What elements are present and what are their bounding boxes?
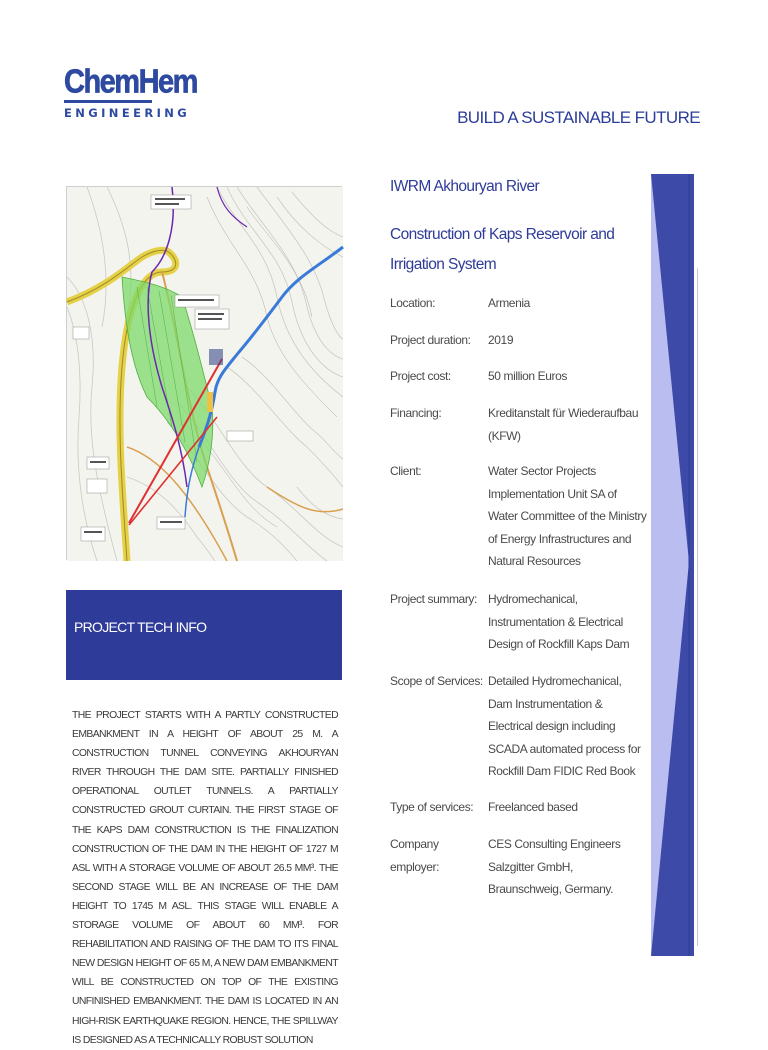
sidebar-graphic	[651, 174, 694, 956]
detail-value: Hydromechanical, Instrumentation & Electrical Design of Rockfill Kaps Dam	[488, 592, 630, 651]
sidebar-divider	[697, 268, 698, 946]
detail-value: Armenia	[488, 296, 530, 310]
decorative-sidebar	[651, 174, 694, 956]
detail-label: Project duration:	[390, 333, 471, 347]
detail-value: CES Consulting Engineers Salzgitter GmbH, Braunschweig, Germany.	[488, 837, 621, 896]
site-map-image	[66, 186, 342, 560]
logo-subtitle: ENGINEERING	[64, 106, 191, 120]
site-map-drawing	[67, 187, 343, 561]
tech-info-heading: PROJECT TECH INFO	[74, 619, 207, 635]
detail-label: Project summary:	[390, 592, 477, 606]
tech-info-heading-box	[66, 590, 342, 680]
company-logo	[64, 63, 197, 120]
project-subtitle: Construction of Kaps Reservoir and Irrigation System	[390, 226, 615, 273]
detail-value: Detailed Hydromechanical, Dam Instrumentation & Electrical design including SCADA automated process for Rockfill Dam FIDIC Red Book	[488, 674, 641, 778]
detail-value: Water Sector Projects Implementation Unit SA of Water Committee of the Ministry of Energy Infrastructures and Natural Resources	[488, 464, 647, 568]
project-title: IWRM Akhouryan River	[390, 178, 540, 195]
detail-label: Financing:	[390, 406, 442, 420]
detail-label: Client:	[390, 464, 422, 478]
logo-wordmark: ChemHem	[64, 63, 197, 101]
detail-value: Kreditanstalt für Wiederaufbau (KFW)	[488, 406, 639, 443]
detail-label: Project cost:	[390, 369, 451, 383]
detail-value: 2019	[488, 333, 514, 347]
detail-label: Company employer:	[390, 837, 440, 874]
detail-value: 50 million Euros	[488, 369, 567, 383]
tech-info-text: THE PROJECT STARTS WITH A PARTLY CONSTRUCTED EMBANKMENT IN A HEIGHT OF ABOUT 25 M. A CONSTRUCTION TUNNEL CONVEYING AKHOURYAN RIVER THROUGH THE DAM SITE. PARTIALLY FINISHED OPERATIONAL OUTLET TUNNELS. A PARTIALLY CONSTRUCTED GROUT CURTAIN. THE FIRST STAGE OF THE KAPS DAM CONSTRUCTION IS THE FINALIZATION CONSTRUCTION OF THE DAM IN THE HEIGHT OF 1727 M ASL WITH A STORAGE VOLUME OF ABOUT 26.5 MM³. THE SECOND STAGE WILL BE AN INCREASE OF THE DAM HEIGHT TO 1745 M ASL. THIS STAGE WILL ENABLE A STORAGE VOLUME OF ABOUT 60 MM³. FOR REHABILITATION AND RAISING OF THE DAM TO ITS FINAL NEW DESIGN HEIGHT OF 65 M, A NEW DAM EMBANKMENT WILL BE CONSTRUCTED ON TOP OF THE EXISTING UNFINISHED EMBANKMENT. THE DAM IS LOCATED IN AN HIGH-RISK EARTHQUAKE REGION. HENCE, THE SPILLWAY IS DESIGNED AS A TECHNICALLY ROBUST SOLUTION	[72, 710, 338, 1046]
detail-label: Type of services:	[390, 800, 474, 814]
tagline: BUILD A SUSTAINABLE FUTURE	[457, 108, 700, 127]
detail-label: Scope of Services:	[390, 674, 483, 688]
detail-value: Freelanced based	[488, 800, 578, 814]
detail-label: Location:	[390, 296, 436, 310]
